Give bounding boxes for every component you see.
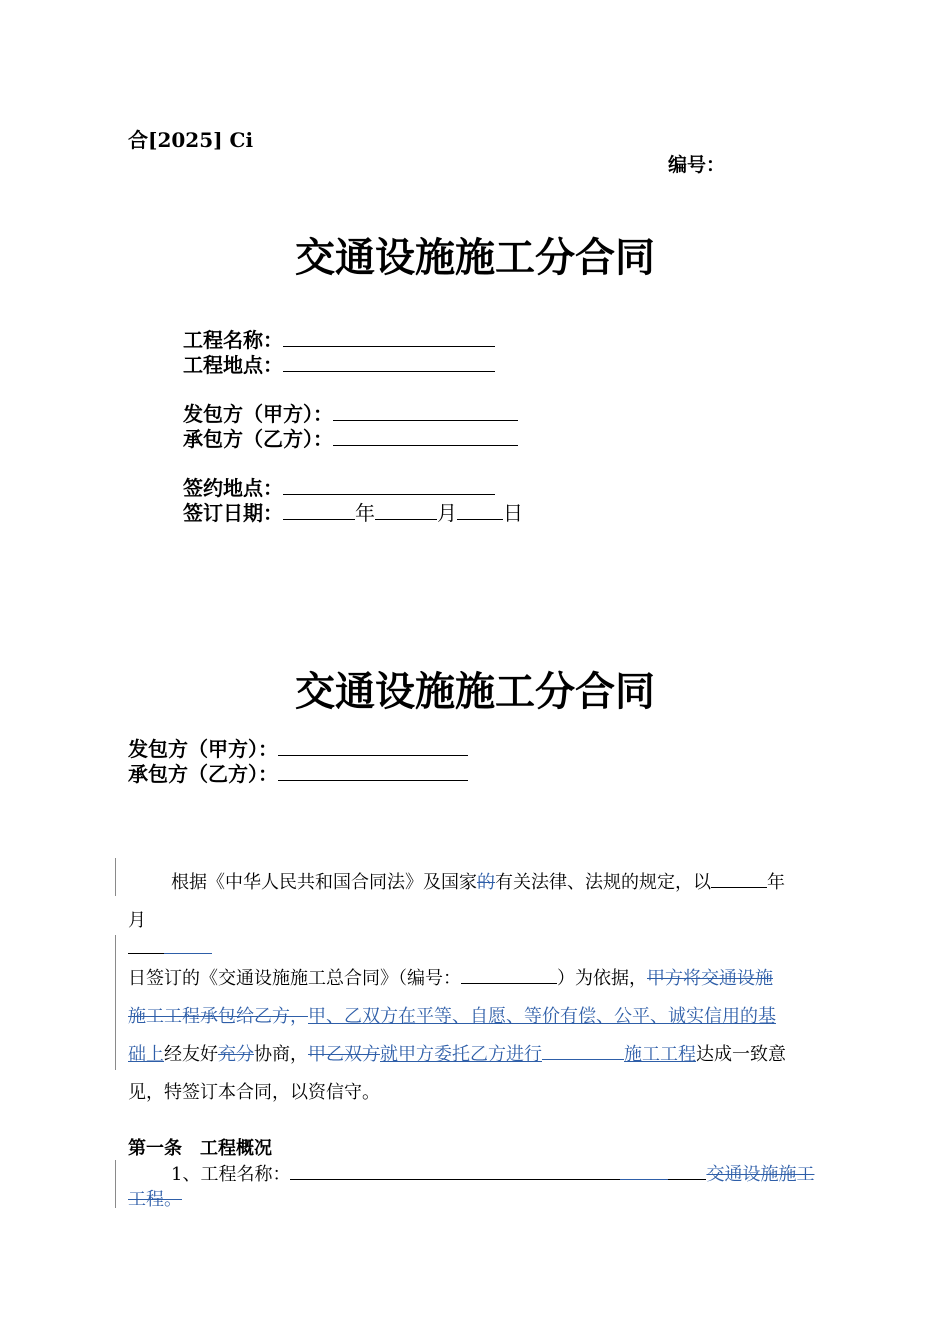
text: 年 bbox=[767, 872, 785, 893]
text: 月 bbox=[128, 910, 146, 931]
cover-party-b-row bbox=[183, 423, 518, 452]
project-location-label: 工程地点： bbox=[183, 353, 283, 377]
para-line-1 bbox=[171, 864, 785, 902]
para-line-7 bbox=[128, 1074, 380, 1112]
sign-place-label: 签约地点： bbox=[183, 476, 283, 500]
cover-project-location-row bbox=[183, 349, 495, 378]
article-1-title: 第一条 工程概况 bbox=[128, 1138, 272, 1159]
deleted-text: 施工工程承包给乙方， bbox=[128, 1006, 308, 1027]
body-party-a-label: 发包方（甲方）： bbox=[128, 737, 278, 761]
inserted-blank[interactable] bbox=[620, 1163, 668, 1180]
date-year-blank[interactable] bbox=[711, 871, 767, 888]
number-label: 编号： bbox=[668, 154, 726, 176]
deleted-text: 交通设施施工 bbox=[706, 1164, 815, 1185]
inserted-blank[interactable] bbox=[164, 937, 212, 954]
project-name-field[interactable] bbox=[290, 1163, 620, 1180]
party-a-blank[interactable] bbox=[333, 404, 518, 421]
para-line-4 bbox=[128, 960, 773, 998]
sign-day-blank[interactable] bbox=[457, 503, 503, 520]
project-name-blank[interactable] bbox=[283, 330, 495, 347]
deleted-text: 甲乙双方 bbox=[308, 1044, 380, 1065]
month-label: 月 bbox=[437, 501, 457, 525]
sign-year-blank[interactable] bbox=[283, 503, 355, 520]
sign-place-blank[interactable] bbox=[283, 478, 495, 495]
inserted-text: 施工工程 bbox=[624, 1044, 696, 1065]
text: 达成一致意 bbox=[696, 1044, 786, 1065]
inserted-text: 础上 bbox=[128, 1044, 164, 1065]
text: 经友好 bbox=[164, 1044, 218, 1065]
blank[interactable] bbox=[668, 1163, 706, 1180]
inserted-text: 就甲方委托乙方进行 bbox=[380, 1044, 542, 1065]
text: 见，特签订本合同，以资信守。 bbox=[128, 1082, 380, 1103]
sign-date-label: 签订日期： bbox=[183, 501, 283, 525]
body-party-b-blank[interactable] bbox=[278, 764, 468, 781]
body-title: 交通设施施工分合同 bbox=[295, 669, 655, 715]
party-a-label: 发包方（甲方）： bbox=[183, 402, 333, 426]
party-b-label: 承包方（乙方）： bbox=[183, 427, 333, 451]
contract-code: 合[2025] Ci bbox=[128, 128, 254, 152]
body-party-b-row bbox=[128, 758, 468, 787]
deleted-text: 工程。 bbox=[128, 1189, 182, 1210]
sign-month-blank[interactable] bbox=[375, 503, 437, 520]
date-day-blank[interactable] bbox=[128, 937, 164, 954]
deleted-text: 甲方将交通设施 bbox=[647, 968, 773, 989]
text: 根据《中华人民共和国合同法》及国家 bbox=[171, 872, 477, 893]
inserted-text: 甲、乙双方在平等、自愿、等价有偿、公平、诚实信用的基 bbox=[308, 1006, 776, 1027]
change-bar bbox=[115, 935, 116, 1070]
deleted-text: 的 bbox=[477, 872, 495, 893]
para-line-5 bbox=[128, 998, 776, 1036]
para-line-6 bbox=[128, 1036, 786, 1074]
item-label: 1、工程名称： bbox=[171, 1164, 291, 1185]
article-1-item-1-cont bbox=[128, 1185, 182, 1211]
deleted-text: 充分 bbox=[218, 1044, 254, 1065]
project-location-blank[interactable] bbox=[283, 355, 495, 372]
year-label: 年 bbox=[355, 501, 375, 525]
article-1-item-1 bbox=[171, 1160, 814, 1186]
change-bar bbox=[115, 1160, 116, 1208]
text: 协商， bbox=[254, 1044, 308, 1065]
body-party-b-label: 承包方（乙方）： bbox=[128, 762, 278, 786]
project-blank[interactable] bbox=[542, 1043, 624, 1060]
change-bar bbox=[115, 858, 116, 896]
text: ）为依据， bbox=[557, 968, 647, 989]
text: 有关法律、法规的规定，以 bbox=[495, 872, 711, 893]
party-b-blank[interactable] bbox=[333, 429, 518, 446]
text: 日签订的《交通设施施工总合同》（编号： bbox=[128, 968, 461, 989]
contract-number-blank[interactable] bbox=[461, 967, 557, 984]
project-name-label: 工程名称： bbox=[183, 328, 283, 352]
day-label: 日 bbox=[503, 501, 523, 525]
cover-title: 交通设施施工分合同 bbox=[295, 235, 655, 281]
body-party-a-blank[interactable] bbox=[278, 739, 468, 756]
cover-sign-date-row bbox=[183, 497, 523, 526]
